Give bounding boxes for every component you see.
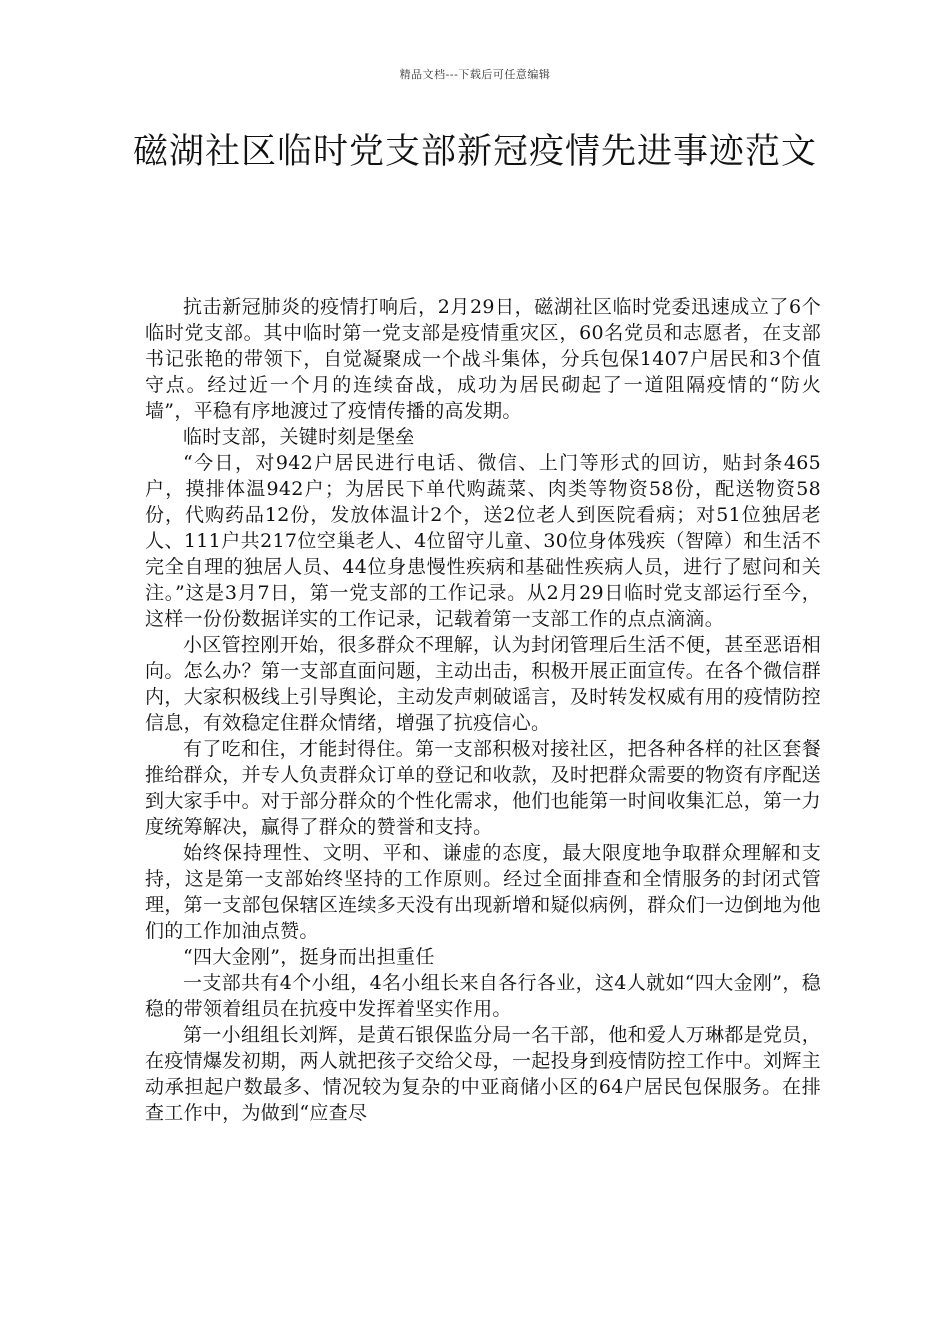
paragraph: 第一小组组长刘辉，是黄石银保监分局一名干部，他和爱人万琳都是党员，在疫情爆发初期，两人就把孩子交给父母，一起投身到疫情防控工作中。刘辉主动承担起户数最多、情况较为复杂的中亚商储小区的64户居民包保服务。在排查工作中，为做到“应查尽 [145,1024,821,1124]
document-body [145,294,821,1126]
document-title: 磁湖社区临时党支部新冠疫情先进事迹范文 [132,132,817,172]
section-heading: 临时支部，关键时刻是堡垒 [183,426,415,448]
paragraph: 小区管控刚开始，很多群众不理解，认为封闭管理后生活不便，甚至恶语相向。怎么办？第一支部直面问题，主动出击，积极开展正面宣传。在各个微信群内，大家积极线上引导舆论，主动发声刺破谣言，及时转发权威有用的疫情防控信息，有效稳定住群众情绪，增强了抗疫信心。 [145,634,821,734]
paragraph: 始终保持理性、文明、平和、谦虚的态度，最大限度地争取群众理解和支持，这是第一支部始终坚持的工作原则。经过全面排查和全情服务的封闭式管理，第一支部包保辖区连续多天没有出现新增和疑似病例，群众们一边倒地为他们的工作加油点赞。 [145,842,821,942]
paragraph: “今日，对942户居民进行电话、微信、上门等形式的回访，贴封条465户，摸排体温942户；为居民下单代购蔬菜、肉类等物资58份，配送物资58份，代购药品12份，发放体温计2个，送2位老人到医院看病；对51位独居老人、111户共217位空巢老人、4位留守儿童、30位身体残疾（智障）和生活不完全自理的独居人员、44位身患慢性疾病和基础性疾病人员，进行了慰问和关注。”这是3月7日，第一党支部的工作记录。从2月29日临时党支部运行至今，这样一份份数据详实的工作记录，记载着第一支部工作的点点滴滴。 [145,452,821,630]
section-heading: “四大金刚”，挺身而出担重任 [183,946,435,968]
header-note: 精品文档---下载后可任意编辑 [399,68,551,81]
paragraph: 有了吃和住，才能封得住。第一支部积极对接社区，把各种各样的社区套餐推给群众，并专人负责群众订单的登记和收款，及时把群众需要的物资有序配送到大家手中。对于部分群众的个性化需求，他们也能第一时间收集汇总，第一力度统筹解决，赢得了群众的赞誉和支持。 [145,738,821,838]
paragraph: 一支部共有4个小组，4名小组长来自各行各业，这4人就如“四大金刚”，稳稳的带领着组员在抗疫中发挥着坚实作用。 [145,972,821,1020]
paragraph: 抗击新冠肺炎的疫情打响后，2月29日，磁湖社区临时党委迅速成立了6个临时党支部。其中临时第一党支部是疫情重灾区，60名党员和志愿者，在支部书记张艳的带领下，自觉凝聚成一个战斗集体，分兵包保1407户居民和3个值守点。经过近一个月的连续奋战，成功为居民砌起了一道阻隔疫情的“防火墙”，平稳有序地渡过了疫情传播的高发期。 [145,296,821,422]
